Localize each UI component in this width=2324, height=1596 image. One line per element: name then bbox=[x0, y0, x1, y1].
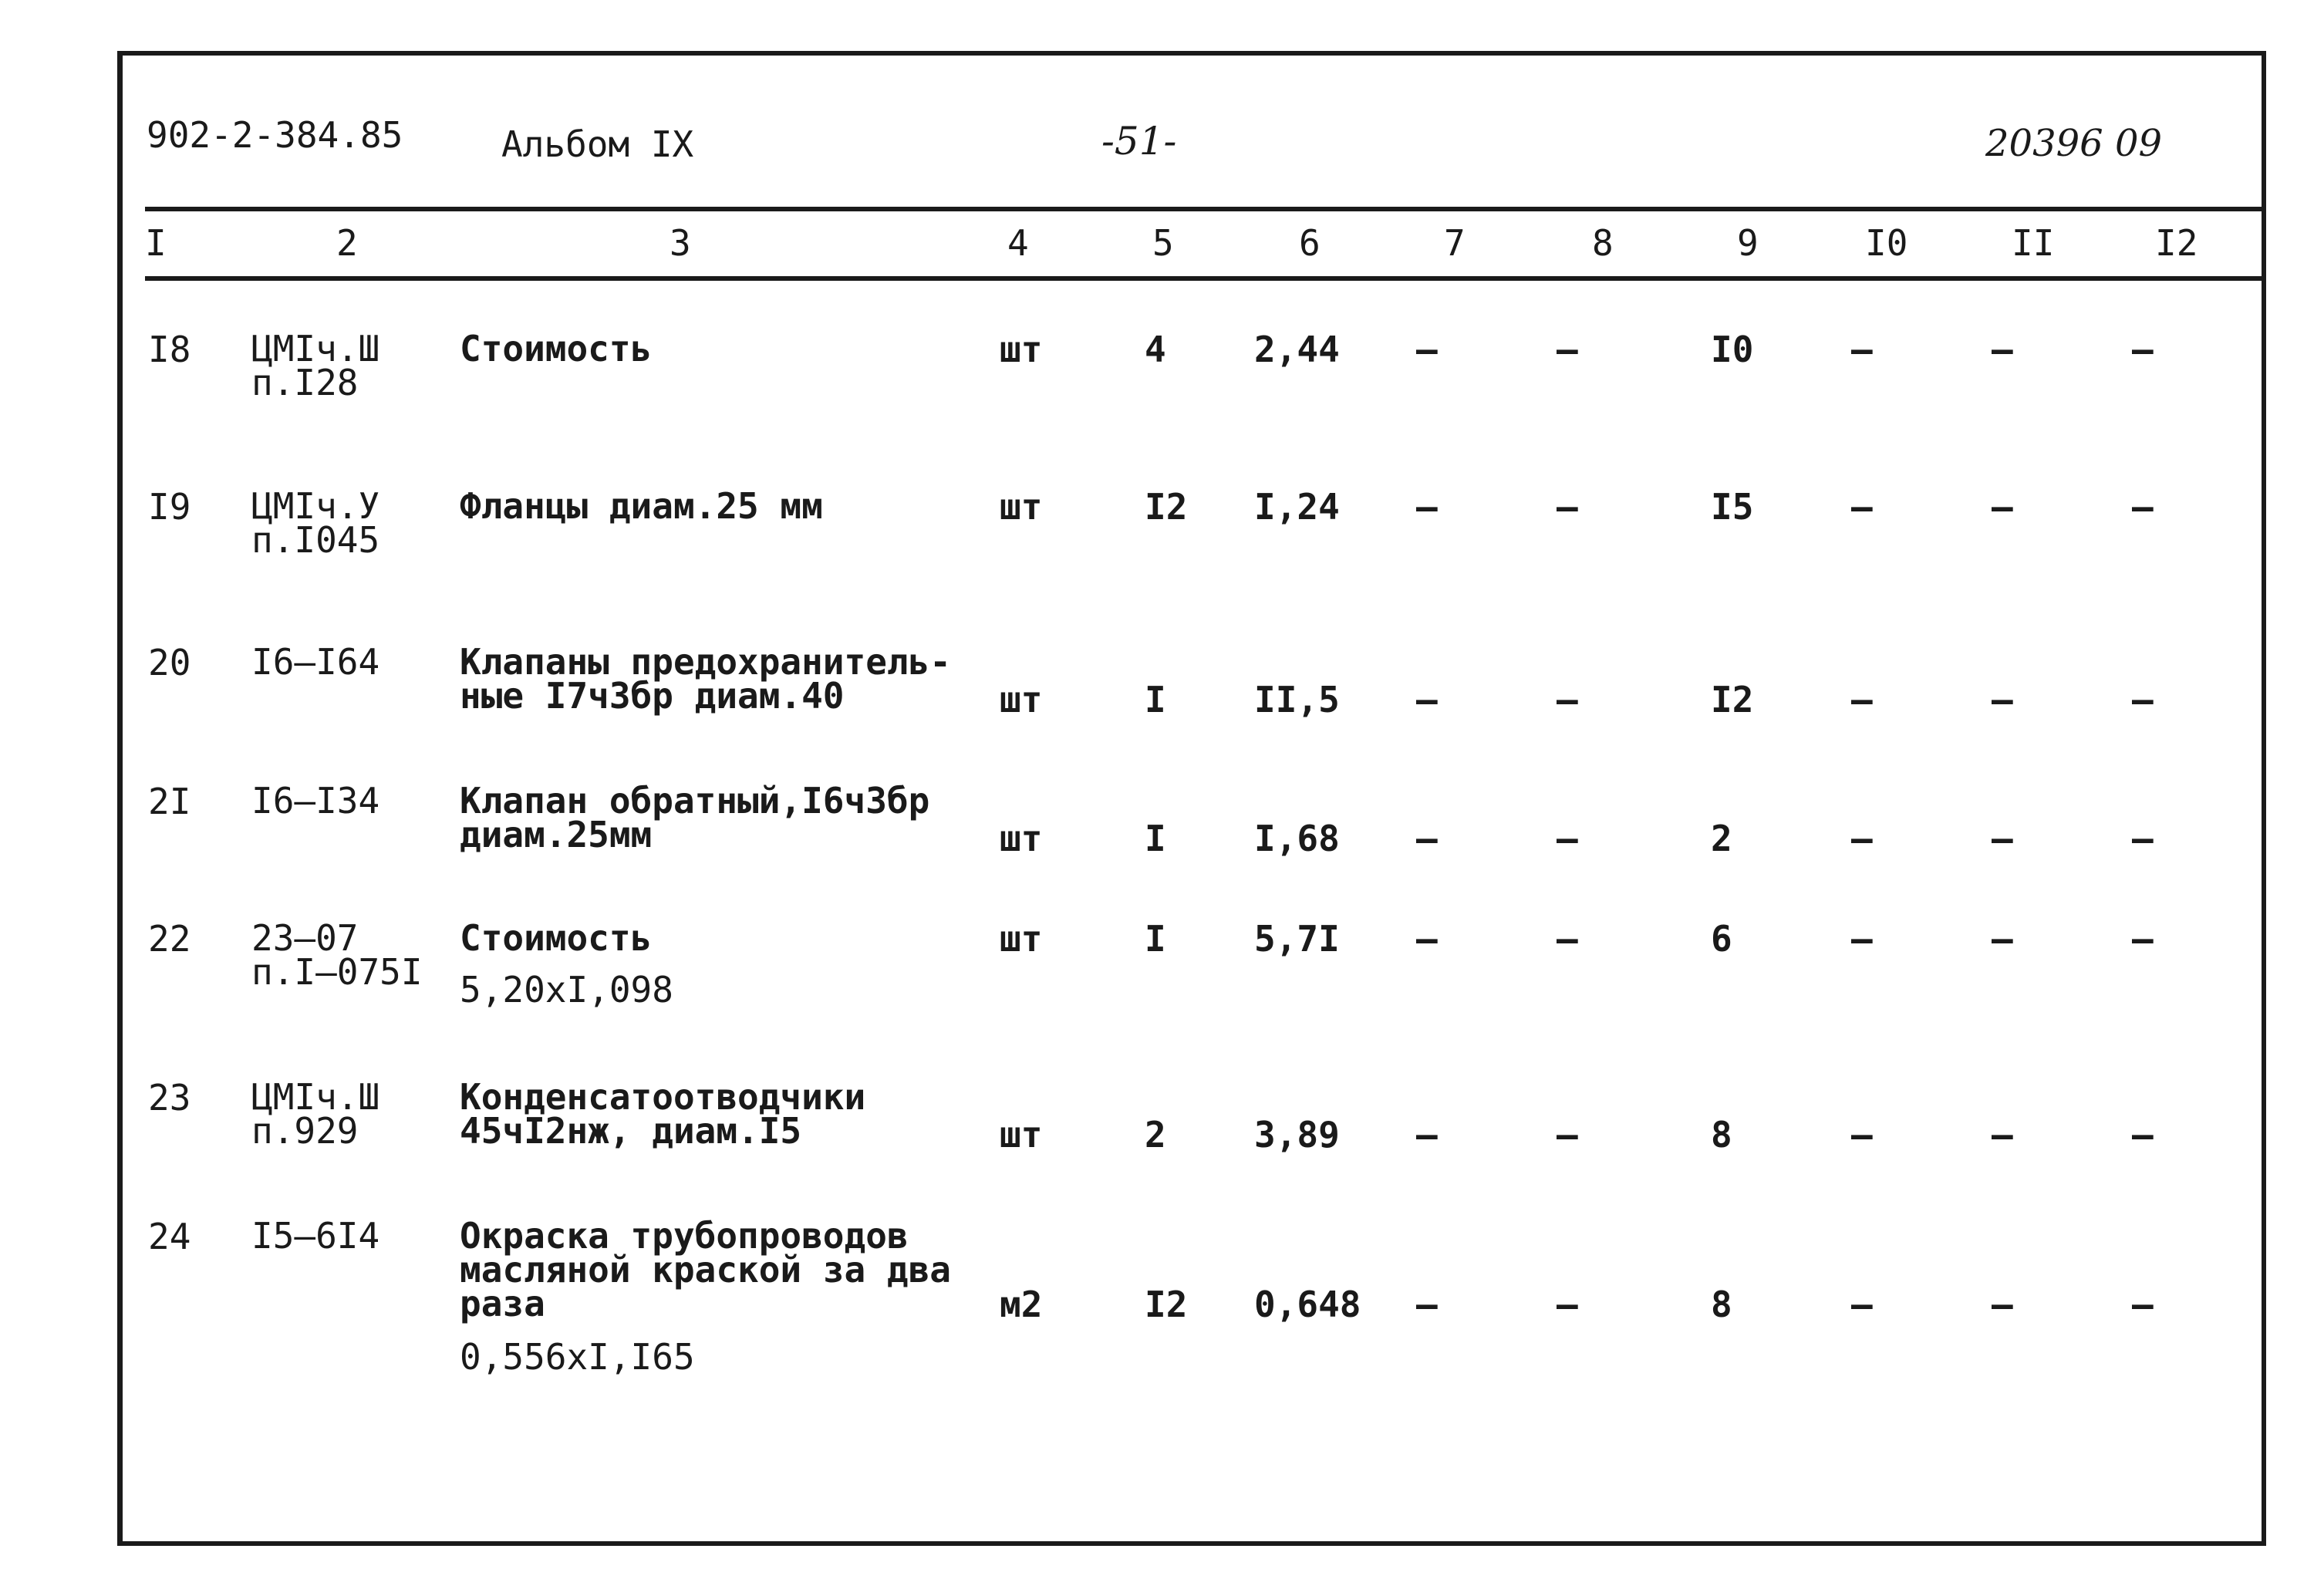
column-11-cell: – bbox=[1992, 679, 2013, 720]
item-description bbox=[460, 641, 951, 717]
price-cell: 3,89 bbox=[1254, 1114, 1340, 1156]
item-description-line: Клапан обратный,I6ч3бр bbox=[460, 780, 930, 822]
item-description-line: Окраска трубопроводов bbox=[460, 1215, 909, 1257]
column-7-cell: – bbox=[1416, 1114, 1438, 1156]
item-code-line: п.I045 bbox=[251, 519, 380, 561]
column-12-cell: – bbox=[2132, 486, 2154, 528]
column-8-cell: – bbox=[1557, 679, 1578, 720]
page-frame bbox=[117, 51, 2266, 1546]
column-9-cell: I2 bbox=[1711, 679, 1754, 720]
unit-cell: шт bbox=[1000, 329, 1043, 370]
item-code bbox=[251, 641, 380, 683]
column-9-cell: I5 bbox=[1711, 486, 1754, 528]
column-header-10: I0 bbox=[1865, 222, 1908, 264]
unit-cell: шт bbox=[1000, 918, 1043, 960]
column-9-cell: I0 bbox=[1711, 329, 1754, 370]
sheet-code: 20396 09 bbox=[1985, 122, 2163, 165]
row-number: I8 bbox=[148, 329, 191, 370]
column-header-6: 6 bbox=[1299, 222, 1321, 264]
column-11-cell: – bbox=[1992, 1114, 2013, 1156]
column-10-cell: – bbox=[1851, 818, 1873, 859]
item-code bbox=[251, 485, 380, 561]
column-7-cell: – bbox=[1416, 329, 1438, 370]
item-description-line: Клапаны предохранитель- bbox=[460, 641, 951, 683]
column-8-cell: – bbox=[1557, 486, 1578, 528]
price-cell: 2,44 bbox=[1254, 329, 1340, 370]
price-cell: I,24 bbox=[1254, 486, 1340, 528]
item-description bbox=[460, 1076, 866, 1152]
item-code-line: п.I–075I bbox=[251, 951, 423, 993]
item-code-line: 23–07 bbox=[251, 917, 359, 959]
column-11-cell: – bbox=[1992, 329, 2013, 370]
quantity-cell: I bbox=[1145, 679, 1166, 720]
column-7-cell: – bbox=[1416, 679, 1438, 720]
row-number: 20 bbox=[148, 642, 191, 683]
item-description-line: Стоимость bbox=[460, 917, 653, 959]
column-10-cell: – bbox=[1851, 329, 1873, 370]
column-7-cell: – bbox=[1416, 918, 1438, 960]
column-header-12: I2 bbox=[2155, 222, 2198, 264]
price-cell: 0,648 bbox=[1254, 1284, 1361, 1325]
price-cell: 5,7I bbox=[1254, 918, 1340, 960]
item-code-line: ЦМIч.Ш bbox=[251, 1076, 380, 1118]
item-calculation: 0,556xI,I65 bbox=[460, 1336, 695, 1378]
item-code bbox=[251, 1215, 380, 1257]
price-cell: II,5 bbox=[1254, 679, 1340, 720]
column-header-4: 4 bbox=[1007, 222, 1029, 264]
item-description-line: 45чI2нж, диам.I5 bbox=[460, 1110, 802, 1152]
item-description bbox=[460, 1215, 951, 1324]
column-8-cell: – bbox=[1557, 329, 1578, 370]
quantity-cell: 4 bbox=[1145, 329, 1166, 370]
item-description bbox=[460, 485, 823, 527]
column-header-11: II bbox=[2012, 222, 2055, 264]
column-10-cell: – bbox=[1851, 1284, 1873, 1325]
row-number: 24 bbox=[148, 1216, 191, 1257]
row-number: 22 bbox=[148, 918, 191, 960]
quantity-cell: 2 bbox=[1145, 1114, 1166, 1156]
item-code-line: ЦМIч.Ш bbox=[251, 328, 380, 369]
quantity-cell: I bbox=[1145, 918, 1166, 960]
item-code bbox=[251, 328, 380, 403]
item-code-line: I6–I34 bbox=[251, 780, 380, 822]
column-header-3: 3 bbox=[670, 222, 691, 264]
item-calculation: 5,20xI,098 bbox=[460, 969, 673, 1011]
item-description-line: ные I7ч3бр диам.40 bbox=[460, 675, 845, 717]
unit-cell: м2 bbox=[1000, 1284, 1043, 1325]
column-8-cell: – bbox=[1557, 818, 1578, 859]
unit-cell: шт bbox=[1000, 486, 1043, 528]
column-12-cell: – bbox=[2132, 1114, 2154, 1156]
column-11-cell: – bbox=[1992, 1284, 2013, 1325]
item-description-line: Стоимость bbox=[460, 328, 653, 369]
column-10-cell: – bbox=[1851, 679, 1873, 720]
item-description-line: диам.25мм bbox=[460, 814, 653, 855]
unit-cell: шт bbox=[1000, 1114, 1043, 1156]
item-description-line: раза bbox=[460, 1283, 545, 1324]
price-cell: I,68 bbox=[1254, 818, 1340, 859]
item-code bbox=[251, 917, 423, 993]
item-description-line: Фланцы диам.25 мм bbox=[460, 485, 823, 527]
item-code-line: I5–6I4 bbox=[251, 1215, 380, 1257]
column-11-cell: – bbox=[1992, 486, 2013, 528]
item-code bbox=[251, 780, 380, 822]
item-description bbox=[460, 328, 653, 369]
item-code bbox=[251, 1076, 380, 1152]
header-top-rule bbox=[145, 207, 2263, 211]
album-label: Альбом IX bbox=[501, 123, 694, 165]
item-code-line: ЦМIч.У bbox=[251, 485, 380, 527]
column-12-cell: – bbox=[2132, 679, 2154, 720]
document-code: 902-2-384.85 bbox=[147, 114, 403, 156]
column-header-8: 8 bbox=[1592, 222, 1614, 264]
column-header-2: 2 bbox=[336, 222, 358, 264]
column-11-cell: – bbox=[1992, 918, 2013, 960]
column-9-cell: 6 bbox=[1711, 918, 1732, 960]
unit-cell: шт bbox=[1000, 679, 1043, 720]
column-8-cell: – bbox=[1557, 1284, 1578, 1325]
quantity-cell: I bbox=[1145, 818, 1166, 859]
row-number: 2I bbox=[148, 781, 191, 822]
row-number: I9 bbox=[148, 486, 191, 528]
column-8-cell: – bbox=[1557, 1114, 1578, 1156]
column-12-cell: – bbox=[2132, 818, 2154, 859]
column-11-cell: – bbox=[1992, 818, 2013, 859]
column-8-cell: – bbox=[1557, 918, 1578, 960]
item-code-line: п.929 bbox=[251, 1110, 359, 1152]
column-header-7: 7 bbox=[1444, 222, 1466, 264]
column-header-5: 5 bbox=[1152, 222, 1174, 264]
column-7-cell: – bbox=[1416, 1284, 1438, 1325]
column-10-cell: – bbox=[1851, 918, 1873, 960]
item-code-line: I6–I64 bbox=[251, 641, 380, 683]
column-9-cell: 8 bbox=[1711, 1114, 1732, 1156]
item-description bbox=[460, 917, 653, 959]
column-header-9: 9 bbox=[1737, 222, 1759, 264]
column-header-1: I bbox=[145, 222, 167, 264]
column-7-cell: – bbox=[1416, 486, 1438, 528]
column-9-cell: 2 bbox=[1711, 818, 1732, 859]
item-description-line: Конденсатоотводчики bbox=[460, 1076, 866, 1118]
column-10-cell: – bbox=[1851, 1114, 1873, 1156]
item-description bbox=[460, 780, 930, 855]
item-code-line: п.I28 bbox=[251, 362, 359, 403]
item-description-line: масляной краской за два bbox=[460, 1249, 951, 1291]
row-number: 23 bbox=[148, 1077, 191, 1119]
column-7-cell: – bbox=[1416, 818, 1438, 859]
column-12-cell: – bbox=[2132, 918, 2154, 960]
column-12-cell: – bbox=[2132, 329, 2154, 370]
header-bottom-rule bbox=[145, 276, 2263, 281]
quantity-cell: I2 bbox=[1145, 486, 1188, 528]
column-9-cell: 8 bbox=[1711, 1284, 1732, 1325]
page-number: -51- bbox=[1101, 119, 1177, 164]
column-12-cell: – bbox=[2132, 1284, 2154, 1325]
unit-cell: шт bbox=[1000, 818, 1043, 859]
quantity-cell: I2 bbox=[1145, 1284, 1188, 1325]
column-10-cell: – bbox=[1851, 486, 1873, 528]
